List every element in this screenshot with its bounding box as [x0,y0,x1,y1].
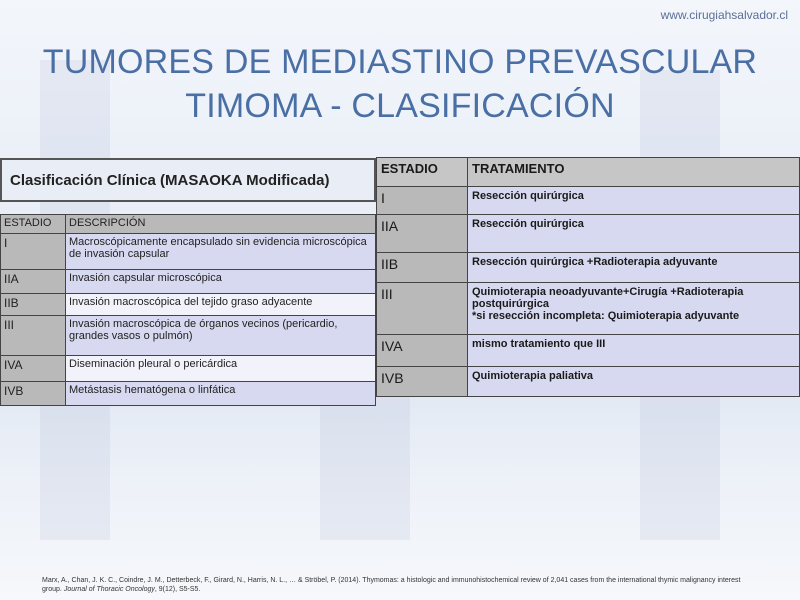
stage-cell: IIA [1,270,66,294]
treatment-note: *si resección incompleta: Quimioterapia adyuvante [472,310,740,322]
stage-cell: IVA [377,335,468,367]
treatment-cell: Resección quirúrgica [468,215,800,253]
table-row [1,316,376,356]
classification-table [0,214,376,406]
title-line-2: TIMOMA - CLASIFICACIÓN [185,87,615,125]
table-row [377,253,800,283]
stage-cell: I [377,187,468,215]
col-header-description: DESCRIPCIÓN [66,215,376,234]
table-row [377,187,800,215]
col-header-treatment: TRATAMIENTO [468,158,800,187]
stage-cell: IVB [1,382,66,406]
table-row [1,382,376,406]
table-header-row [377,158,800,187]
stage-cell: III [377,283,468,335]
stage-cell: IIB [1,294,66,316]
stage-cell: IIB [377,253,468,283]
treatment-cell: mismo tratamiento que III [468,335,800,367]
description-cell: Metástasis hematógena o linfática [66,382,376,406]
treatment-cell: Resección quirúrgica [468,187,800,215]
treatment-cell [468,283,800,335]
citation-text: Marx, A., Chan, J. K. C., Coindre, J. M., Detterbeck, F., Girard, N., Harris, N. L., … & Ströbel, P. (2014). Thymomas: a histologic and immunohistochemical review of 2,041 cases from the international thymic malignancy interest group. [42,577,741,593]
col-header-stage: ESTADIO [377,158,468,187]
description-cell: Macroscópicamente encapsulado sin evidencia microscópica de invasión capsular [66,234,376,270]
stage-cell: IIA [377,215,468,253]
citation-ref: , 9(12), S5-S5. [154,586,201,593]
masaoka-classification [0,158,376,406]
slide-title [0,40,800,128]
title-line-1: TUMORES DE MEDIASTINO PREVASCULAR [42,43,758,81]
stage-cell: III [1,316,66,356]
treatment-table [376,157,800,397]
site-url: www.cirugiahsalvador.cl [660,8,788,22]
stage-cell: I [1,234,66,270]
treatment-text: Quimioterapia neoadyuvante+Cirugía +Radioterapia postquirúrgica [472,286,744,310]
table-row [1,234,376,270]
classification-heading: Clasificación Clínica (MASAOKA Modificada) [0,158,376,202]
description-cell: Invasión capsular microscópica [66,270,376,294]
col-header-stage: ESTADIO [1,215,66,234]
table-row [377,335,800,367]
stage-cell: IVA [1,356,66,382]
table-row [1,270,376,294]
table-row [1,356,376,382]
description-cell: Invasión macroscópica de órganos vecinos (pericardio, grandes vasos o pulmón) [66,316,376,356]
description-cell: Invasión macroscópica del tejido graso adyacente [66,294,376,316]
table-row [1,294,376,316]
table-row [377,283,800,335]
table-row [377,215,800,253]
treatment-cell: Resección quirúrgica +Radioterapia adyuvante [468,253,800,283]
citation [42,576,762,594]
description-cell: Diseminación pleural o pericárdica [66,356,376,382]
treatment-cell: Quimioterapia paliativa [468,367,800,397]
table-header-row [1,215,376,234]
stage-cell: IVB [377,367,468,397]
table-row [377,367,800,397]
citation-journal: Journal of Thoracic Oncology [63,586,155,593]
